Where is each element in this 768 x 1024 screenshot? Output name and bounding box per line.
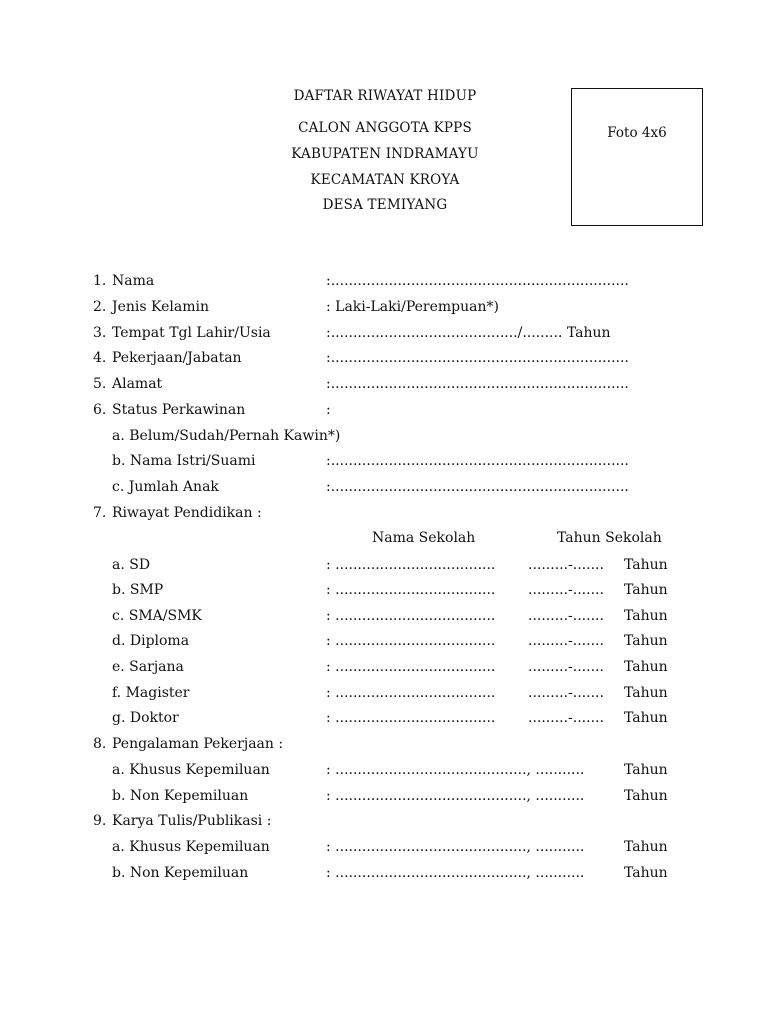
row-label: b. Non Kepemiluan: [112, 865, 249, 881]
years-field[interactable]: .........-.......: [528, 582, 604, 598]
row-label: d. Diploma: [112, 633, 190, 649]
field-label: Jenis Kelamin: [112, 299, 209, 315]
value-field[interactable]: : ..........................................., ...........: [326, 839, 585, 855]
unit-label: Tahun: [624, 608, 668, 624]
school-field[interactable]: : ....................................: [326, 659, 496, 675]
row-label: a. Khusus Kepemiluan: [112, 839, 270, 855]
field-colon: :: [326, 402, 331, 418]
photo-box: [571, 88, 703, 226]
field-number: 4.: [93, 350, 107, 366]
school-field[interactable]: : ....................................: [326, 608, 496, 624]
header-line-kpps: CALON ANGGOTA KPPS: [298, 120, 472, 136]
row-label: e. Sarjana: [112, 659, 184, 675]
row-label: g. Doktor: [112, 710, 179, 726]
school-field[interactable]: : ....................................: [326, 582, 496, 598]
row-label: b. Non Kepemiluan: [112, 788, 249, 804]
field-label: b. Nama Istri/Suami: [112, 453, 256, 469]
years-field[interactable]: .........-.......: [528, 633, 604, 649]
value-field[interactable]: : ..........................................., ...........: [326, 762, 585, 778]
years-field[interactable]: .........-.......: [528, 659, 604, 675]
unit-label: Tahun: [624, 710, 668, 726]
row-label: a. Khusus Kepemiluan: [112, 762, 270, 778]
field-value[interactable]: :........................................../......... Tahun: [326, 325, 611, 341]
unit-label: Tahun: [624, 557, 668, 573]
years-field[interactable]: .........-.......: [528, 710, 604, 726]
field-number: 3.: [93, 325, 107, 341]
unit-label: Tahun: [624, 788, 668, 804]
years-field[interactable]: .........-.......: [528, 685, 604, 701]
field-label[interactable]: a. Belum/Sudah/Pernah Kawin*): [112, 428, 341, 444]
school-field[interactable]: : ....................................: [326, 557, 496, 573]
field-value[interactable]: : Laki-Laki/Perempuan*): [326, 299, 499, 315]
field-label: c. Jumlah Anak: [112, 479, 219, 495]
unit-label: Tahun: [624, 659, 668, 675]
field-value[interactable]: :...................................................................: [326, 350, 629, 366]
unit-label: Tahun: [624, 633, 668, 649]
field-number: 2.: [93, 299, 107, 315]
section-label: Karya Tulis/Publikasi :: [112, 813, 272, 829]
field-label: Pekerjaan/Jabatan: [112, 350, 242, 366]
school-field[interactable]: : ....................................: [326, 710, 496, 726]
row-label: b. SMP: [112, 582, 164, 598]
field-number: 5.: [93, 376, 107, 392]
field-label: Status Perkawinan: [112, 402, 246, 418]
field-value[interactable]: :...................................................................: [326, 376, 629, 392]
value-field[interactable]: : ..........................................., ...........: [326, 865, 585, 881]
unit-label: Tahun: [624, 839, 668, 855]
header-line-desa: DESA TEMIYANG: [322, 197, 448, 213]
row-label: c. SMA/SMK: [112, 608, 202, 624]
field-value[interactable]: :...................................................................: [326, 453, 629, 469]
field-label: Tempat Tgl Lahir/Usia: [112, 325, 271, 341]
column-tahun-sekolah: Tahun Sekolah: [557, 530, 662, 546]
document-title: DAFTAR RIWAYAT HIDUP: [293, 88, 477, 104]
photo-label: Foto 4x6: [607, 125, 667, 141]
section-number: 7.: [93, 505, 107, 521]
unit-label: Tahun: [624, 685, 668, 701]
years-field[interactable]: .........-.......: [528, 608, 604, 624]
header-line-kabupaten: KABUPATEN INDRAMAYU: [291, 146, 479, 162]
school-field[interactable]: : ....................................: [326, 633, 496, 649]
section-label: Riwayat Pendidikan :: [112, 505, 262, 521]
row-label: f. Magister: [112, 685, 190, 701]
field-number: 6.: [93, 402, 107, 418]
years-field[interactable]: .........-.......: [528, 557, 604, 573]
field-label: Alamat: [112, 376, 163, 392]
value-field[interactable]: : ..........................................., ...........: [326, 788, 585, 804]
field-label: Nama: [112, 273, 155, 289]
section-number: 8.: [93, 736, 107, 752]
field-value[interactable]: :...................................................................: [326, 479, 629, 495]
unit-label: Tahun: [624, 582, 668, 598]
section-number: 9.: [93, 813, 107, 829]
unit-label: Tahun: [624, 865, 668, 881]
field-value[interactable]: :...................................................................: [326, 273, 629, 289]
school-field[interactable]: : ....................................: [326, 685, 496, 701]
unit-label: Tahun: [624, 762, 668, 778]
section-label: Pengalaman Pekerjaan :: [112, 736, 284, 752]
header-line-kecamatan: KECAMATAN KROYA: [310, 172, 460, 188]
column-nama-sekolah: Nama Sekolah: [372, 530, 476, 546]
field-number: 1.: [93, 273, 107, 289]
row-label: a. SD: [112, 557, 151, 573]
